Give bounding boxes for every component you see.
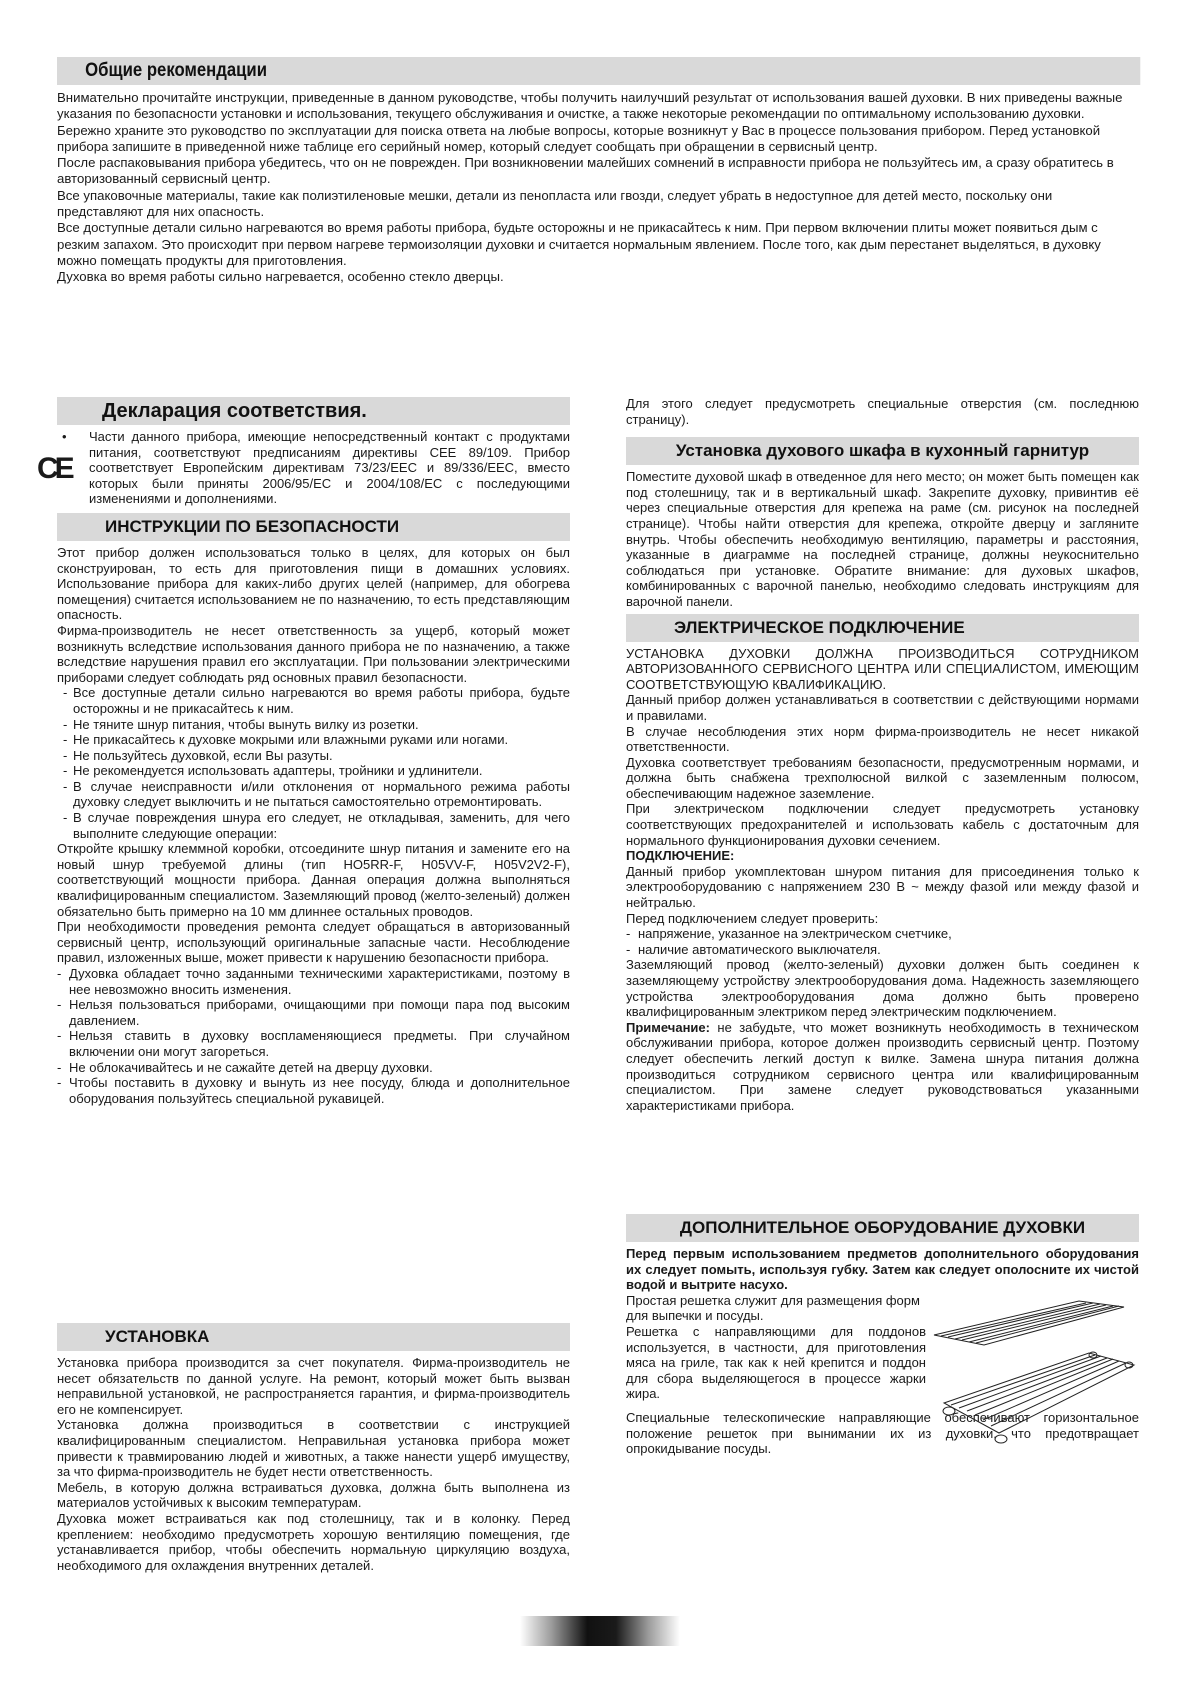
safety-rule: - Духовка обладает точно заданными техническими характеристиками, поэтому в нее невозможно вносить изменения.: [57, 966, 570, 997]
bullet-icon: •: [62, 429, 67, 444]
telescopic-text: Специальные телескопические направляющие обеспечивают горизонтальное положение решеток при вынимании их из духовки, что предотвращает опрокидывание посуды.: [626, 1409, 1139, 1457]
check-list: [626, 926, 1139, 957]
simple-rack-text: Простая решетка служит для размещения форм для выпечки и посуды.: [626, 1292, 920, 1324]
safety-rule: - Все доступные детали сильно нагреваются во время работы прибора, будьте осторожны и не прикасайтесь к ним.: [57, 685, 570, 716]
connection-text: Данный прибор укомплектован шнуром питания для присоединения только к электрооборудованию с напряжением 230 В ~ между фазой или между фазой и нейтралью.: [626, 863, 1139, 911]
safety-rule: - Не облокачивайтесь и не сажайте детей на дверцу духовки.: [57, 1060, 570, 1076]
check-item: - наличие автоматического выключателя.: [626, 942, 1139, 958]
page-number-tab: [520, 1616, 680, 1646]
electrical-paragraph: Духовка соответствует требованиям безопасности, предусмотренным нормами, и должна быть снабжена трехполюсной вилкой с заземленным полюсом, обеспечивающим надежное заземление.: [626, 754, 1139, 801]
section-header-cabinet: [626, 437, 1139, 465]
safety-rule: - Не пользуйтесь духовкой, если Вы разуты.: [57, 748, 570, 764]
electrical-paragraph: Данный прибор должен устанавливаться в соответствии с действующими нормами и правилами.: [626, 692, 1139, 723]
general-paragraph: Внимательно прочитайте инструкции, приведенные в данном руководстве, чтобы получить наилучший результат от использования вашей духовки. В них приведены важные указания по безопасности установки и использования, текущего обслуживания и очистке, а также некоторые рекомендации по оптимальному использованию духовки. Бережно храните это руководство по эксплуатации для поиска ответа на любые вопросы, которые возникнут у Вас в процессе пользования прибором. Перед установкой прибора запишите в приведенной ниже таблице его серийный номер, который следует сообщать при обращении в сервисный центр.: [57, 90, 1123, 154]
grounding-text: Заземляющий провод (желто-зеленый) духовки должен быть соединен к заземляющему устройству электрооборудования дома. Надежность заземляющего устройства электрооборудования дома должно быть проверено квалифицированным электриком перед электрическим подключением.: [626, 957, 1139, 1020]
check-item: - напряжение, указанное на электрическом счетчике,: [626, 926, 1139, 942]
safety-rule: - Не тяните шнур питания, чтобы вынуть вилку из розетки.: [57, 717, 570, 733]
cord-replacement-text: Откройте крышку клеммной коробки, отсоедините шнур питания и замените его на новый шнур требуемой длины (тип HO5RR-F, H05VV-F, H05V2V2-F), соответствующий мощности прибора. Данная операция должна выполняться квалифицированным специалистом. Заземляющий провод (желто-зеленый) должен обязательно быть примерно на 10 мм длиннее остальных проводов.: [57, 841, 570, 919]
safety-rules-list: [57, 685, 570, 841]
check-intro: Перед подключением следует проверить:: [626, 910, 879, 926]
electrical-paragraph: В случае несоблюдения этих норм фирма-производитель не несет никакой ответственности.: [626, 723, 1139, 755]
section-title-declaration: Декларация соответствия.: [102, 400, 367, 422]
general-paragraph: После распаковывания прибора убедитесь, что он не поврежден. При возникновении малейших сомнений в исправности прибора не пользуйтесь им, а сразу обратитесь в авторизованный сервисный центр.: [57, 155, 1114, 187]
section-title-accessories: ДОПОЛНИТЕЛЬНОЕ ОБОРУДОВАНИЕ ДУХОВКИ: [679, 1218, 1086, 1237]
safety-intro: Этот прибор должен использоваться только в целях, для которых он был сконструирован, то есть для приготовления пищи в домашних условиях. Использование прибора для каких-либо других целей (например, для обогрева помещения) считается использованием не по назначению, то есть представляющим опасность.: [57, 544, 570, 623]
connection-title: ПОДКЛЮЧЕНИЕ:: [626, 848, 735, 864]
installation-continued: Для этого следует предусмотреть специальные отверстия (см. последнюю страницу).: [626, 396, 1139, 427]
rack-text-block: [626, 1293, 926, 1402]
cabinet-text: Поместите духовой шкаф в отведенное для него место; он может быть помещен как под столешницу, так и в вертикальный шкаф. Закрепите духовку, привинтив её через специальные отверстия для крепежа на раме (см. рисунок на последней странице). Чтобы найти отверстия для крепежа, откройте дверцу и загляните внутрь. Чтобы обеспечить необходимую вентиляцию, параметры и расстояния, указанные в диаграмме на последней странице, должны неукоснительно соблюдаться при установке. Обратите внимание: для духовых шкафов, комбинированных с варочной панелью, необходимо следовать инструкциям для варочной панели.: [626, 469, 1139, 609]
left-column: [37, 397, 570, 1106]
right-column: [626, 396, 1139, 1113]
installation-paragraph: Мебель, в которую должна встраиваться духовка, должна быть выполнена из материалов устойчивых к высоким температурам.: [57, 1479, 570, 1511]
declaration-block: [37, 429, 570, 507]
section-header-accessories: [626, 1214, 1139, 1242]
declaration-text: Части данного прибора, имеющие непосредственный контакт с продуктами питания, соответствуют предписаниям директивы CEE 89/109. Прибор соответствует Европейским директивам 73/23/EEC и 89/336/EEC, вместо которых были приняты 2006/95/EC и 2004/108/EC с последующими изменениями и дополнениями.: [89, 429, 570, 507]
installation-paragraph: Установка должна производиться в соответствии с инструкцией квалифицированным специалистом. Неправильная установка прибора может привести к травмированию людей и животных, а также нанести ущерб имуществу, за что фирма-производитель не будет нести ответственность.: [57, 1417, 570, 1480]
section-title-general: Общие рекомендации: [85, 60, 267, 81]
safety-rule: - В случае неисправности и/или отклонения от нормального режима работы духовку следует выключить и не пытаться самостоятельно отремонтировать.: [57, 779, 570, 810]
electrical-caps-notice: УСТАНОВКА ДУХОВКИ ДОЛЖНА ПРОИЗВОДИТЬСЯ СОТРУДНИКОМ АВТОРИЗОВАННОГО СЕРВИСНОГО ЦЕНТРА ИЛИ СПЕЦИАЛИСТОМ, ИМЕЮЩИМ СООТВЕТСТВУЮЩУЮ КВАЛИФИКАЦИЮ.: [626, 645, 1139, 692]
safety-rule: - В случае повреждения шнура его следует, не откладывая, заменить, для чего выполните следующие операции:: [57, 810, 570, 841]
section-header-installation: [57, 1323, 570, 1351]
safety-rule: - Чтобы поставить в духовку и вынуть из нее посуду, блюда и дополнительное оборудования пользуйтесь специальной рукавицей.: [57, 1075, 570, 1106]
tray-rack-text: Решетка с направляющими для поддонов используется, в частности, для приготовления мяса на гриле, так как к ней крепится и поддон для сбора выделяющегося в процессе жарки жира.: [626, 1323, 926, 1402]
oven-rack-illustration: [929, 1293, 1139, 1453]
installation-section: [57, 1323, 570, 1573]
section-title-electrical: ЭЛЕКТРИЧЕСКОЕ ПОДКЛЮЧЕНИЕ: [674, 617, 965, 637]
repair-text: При необходимости проведения ремонта следует обращаться в авторизованный сервисный центр, использующий оригинальные запасные части. Несоблюдение правил, изложенных выше, может привести к нарушению безопасности прибора.: [57, 919, 570, 966]
general-paragraph: Все доступные детали сильно нагреваются во время работы прибора, будьте осторожны и не прикасайтесь к ним. При первом включении плиты может появиться дым с резким запахом. Это происходит при первом нагреве термоизоляции духовки и считается нормальным явлением. После того, как дым перестанет выделяться, в духовку можно помещать продукты для приготовления.: [57, 220, 1101, 268]
rack-descriptions: [626, 1293, 1139, 1402]
note-paragraph: [626, 1020, 1139, 1114]
section-header-general: [57, 57, 1140, 85]
electrical-paragraph: При электрическом подключении следует предусмотреть установку соответствующих предохранителей и использовать кабель с достаточным для нормального функционирования духовки сечением.: [626, 801, 1139, 848]
section-title-cabinet: Установка духового шкафа в кухонный гарнитур: [675, 441, 1090, 461]
section-header-declaration: [57, 397, 570, 425]
general-paragraph: Все упаковочные материалы, такие как полиэтиленовые мешки, детали из пенопласта или гвозди, следует убрать в недоступное для детей место, поскольку они представляют для них опасность.: [57, 187, 1053, 220]
safety-rule: - Нельзя пользоваться приборами, очищающими при помощи пара под высоким давлением.: [57, 997, 570, 1028]
safety-rule: - Не рекомендуется использовать адаптеры, тройники и удлинители.: [57, 763, 570, 779]
note-text: не забудьте, что может возникнуть необходимость в техническом обслуживании прибора, которое должен производить сервисный центр. Поэтому следует обеспечить легкий доступ к вилке. Замена шнура питания должна производиться сотрудником сервисного центра или квалифицированным специалистом. При замене следует руководствоваться указанными характеристиками прибора.: [626, 1019, 1139, 1113]
installation-paragraph: Духовка может встраиваться как под столешницу, так и в колонку. Перед креплением: необходимо предусмотреть хорошую вентиляцию помещения, где устанавливается прибор, чтобы обеспечить нормальную циркуляцию воздуха, необходимого для охлаждения внутренних деталей.: [57, 1510, 570, 1573]
accessories-intro: Перед первым использованием предметов дополнительного оборудования их следует помыть, используя губку. Затем как следует ополосните их чистой водой и вытрите насухо.: [626, 1246, 1139, 1293]
section-title-installation: УСТАНОВКА: [105, 1327, 210, 1346]
ce-mark-icon: CE: [37, 452, 71, 485]
section-header-safety: [57, 513, 570, 541]
accessories-section: [626, 1214, 1139, 1457]
installation-paragraph: Установка прибора производится за счет покупателя. Фирма-производитель не несет обязательств по данной услуге. На ремонт, который может быть вызван неправильной установкой, не распространяется гарантия, и фирма-производитель его не компенсирует.: [57, 1355, 570, 1417]
safety-rule: - Не прикасайтесь к духовке мокрыми или влажными руками или ногами.: [57, 732, 570, 748]
general-paragraph: Духовка во время работы сильно нагревается, особенно стекло дверцы.: [57, 269, 504, 285]
safety-more-rules-list: [57, 966, 570, 1106]
section-header-electrical: [626, 614, 1139, 642]
note-label: Примечание:: [626, 1019, 710, 1035]
section-title-safety: ИНСТРУКЦИИ ПО БЕЗОПАСНОСТИ: [105, 516, 400, 536]
safety-rule: - Нельзя ставить в духовку воспламеняющиеся предметы. При случайном включении они могут загореться.: [57, 1028, 570, 1059]
general-text: [57, 90, 1140, 286]
safety-intro: Фирма-производитель не несет ответственность за ущерб, который может возникнуть вследствие использования данного прибора не по назначению, а также вследствие нарушения правил его эксплуатации. При пользовании электрическими приборами следует соблюдать ряд основных правил безопасности.: [57, 622, 570, 685]
